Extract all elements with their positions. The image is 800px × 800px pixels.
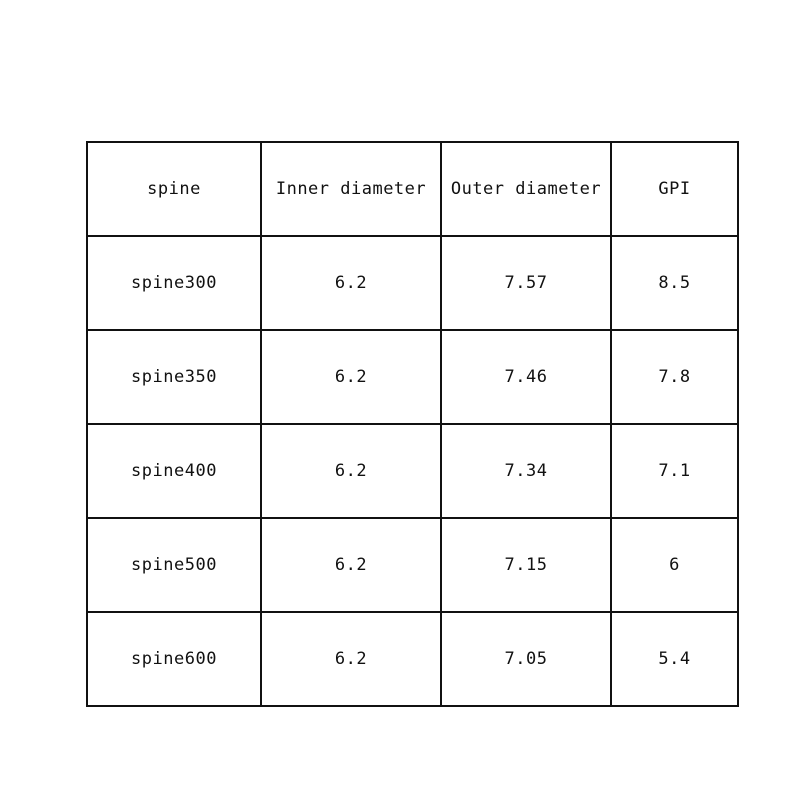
cell-gpi: 7.1 (611, 424, 738, 518)
cell-inner-diameter: 6.2 (261, 424, 441, 518)
table-header-row (87, 142, 738, 236)
header-gpi: GPI (611, 142, 738, 236)
cell-inner-diameter: 6.2 (261, 236, 441, 330)
cell-inner-diameter: 6.2 (261, 518, 441, 612)
cell-outer-diameter: 7.46 (441, 330, 611, 424)
cell-gpi: 8.5 (611, 236, 738, 330)
cell-spine: spine300 (87, 236, 261, 330)
cell-spine: spine400 (87, 424, 261, 518)
table-row (87, 518, 738, 612)
cell-outer-diameter: 7.05 (441, 612, 611, 706)
table-row (87, 330, 738, 424)
cell-gpi: 7.8 (611, 330, 738, 424)
cell-outer-diameter: 7.57 (441, 236, 611, 330)
cell-spine: spine600 (87, 612, 261, 706)
header-inner-diameter: Inner diameter (261, 142, 441, 236)
cell-spine: spine350 (87, 330, 261, 424)
spec-table (86, 141, 739, 707)
cell-outer-diameter: 7.15 (441, 518, 611, 612)
table-row (87, 424, 738, 518)
cell-gpi: 6 (611, 518, 738, 612)
table-row (87, 612, 738, 706)
table-row (87, 236, 738, 330)
header-spine: spine (87, 142, 261, 236)
cell-inner-diameter: 6.2 (261, 612, 441, 706)
header-outer-diameter: Outer diameter (441, 142, 611, 236)
cell-outer-diameter: 7.34 (441, 424, 611, 518)
cell-inner-diameter: 6.2 (261, 330, 441, 424)
cell-gpi: 5.4 (611, 612, 738, 706)
cell-spine: spine500 (87, 518, 261, 612)
